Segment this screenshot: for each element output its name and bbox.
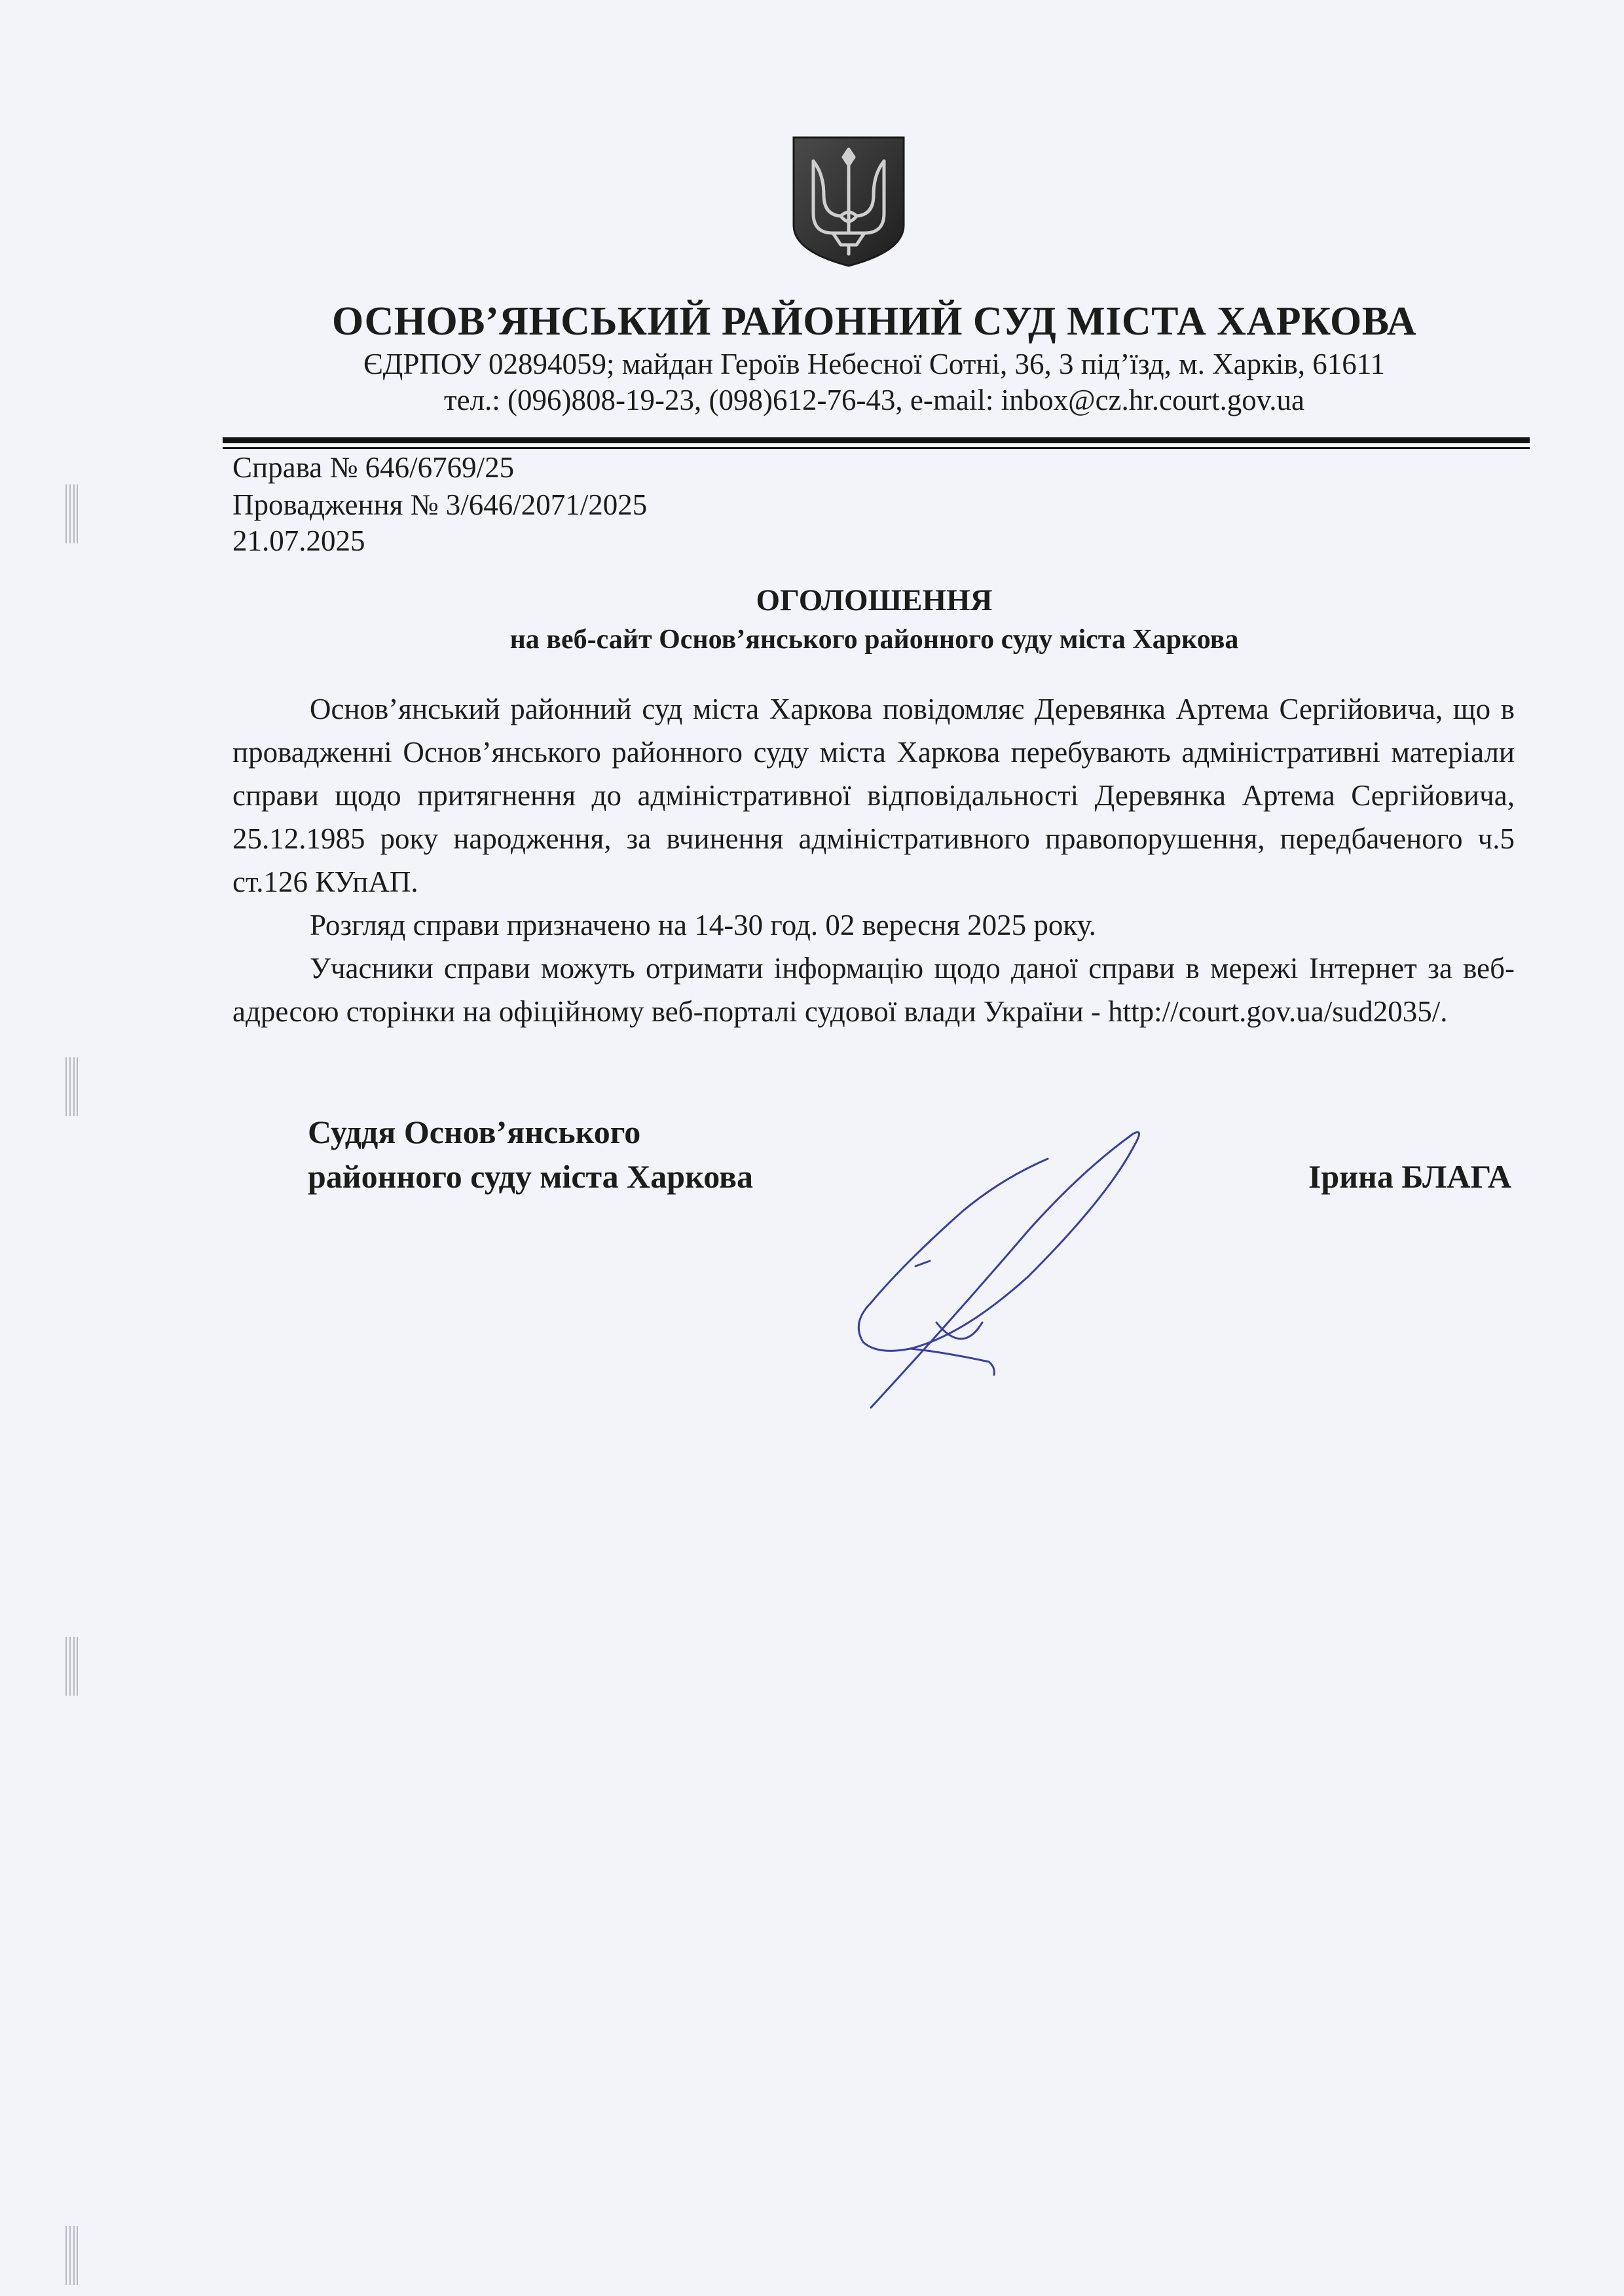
court-contacts: тел.: (096)808-19-23, (098)612-76-43, e-mail: inbox@cz.hr.court.gov.ua (443, 384, 1305, 416)
court-name: ОСНОВ’ЯНСЬКИЙ РАЙОННИЙ СУД МІСТА ХАРКОВА (331, 299, 1417, 344)
body-paragraph-1: Основ’янський районний суд міста Харкова повідомляє Деревянка Артема Сергійовича, що в провадженні Основ’янського районного суду міста Харкова перебувають адміністративні матеріали справи щодо притягнення до адміністративної відповідальності Деревянка Артема Сергійовича, 25.12.1985 року народження, за вчинення адміністративного правопорушення, передбаченого ч.5 ст.126 КУпАП. (232, 693, 1515, 898)
notice-subtitle: на веб-сайт Основ’янського районного суду міста Харкова (509, 625, 1239, 655)
scan-artifact (64, 1637, 79, 1696)
notice-title: ОГОЛОШЕННЯ (756, 583, 993, 617)
judge-name: Ірина БЛАГА (1308, 1158, 1511, 1195)
proceeding-number: Провадження № 3/646/2071/2025 (232, 488, 648, 521)
document-date: 21.07.2025 (232, 524, 365, 557)
coat-of-arms-icon (791, 135, 906, 268)
handwritten-signature (832, 1126, 1146, 1414)
scan-artifact (64, 2226, 79, 2285)
header-divider-thick (223, 437, 1530, 443)
scan-artifact (64, 484, 79, 543)
header-divider-thin (223, 447, 1530, 449)
case-number: Справа № 646/6769/25 (232, 451, 515, 484)
scan-artifact (64, 1057, 79, 1116)
signer-position-line-2: районного суду міста Харкова (308, 1158, 754, 1195)
court-address: ЄДРПОУ 02894059; майдан Героїв Небесної Сотні, 36, 3 під’їзд, м. Харків, 61611 (363, 348, 1386, 380)
signer-position-line-1: Суддя Основ’янського (308, 1114, 641, 1150)
body-paragraph-2: Розгляд справи призначено на 14-30 год. 02 вересня 2025 року. (310, 909, 1096, 941)
notice-body (232, 687, 1515, 1033)
body-paragraph-3: Учасники справи можуть отримати інформацію щодо даної справи в мережі Інтернет за веб-адресою сторінки на офіційному веб-порталі судової влади України - http://court.gov.ua/sud2035/. (232, 952, 1515, 1028)
